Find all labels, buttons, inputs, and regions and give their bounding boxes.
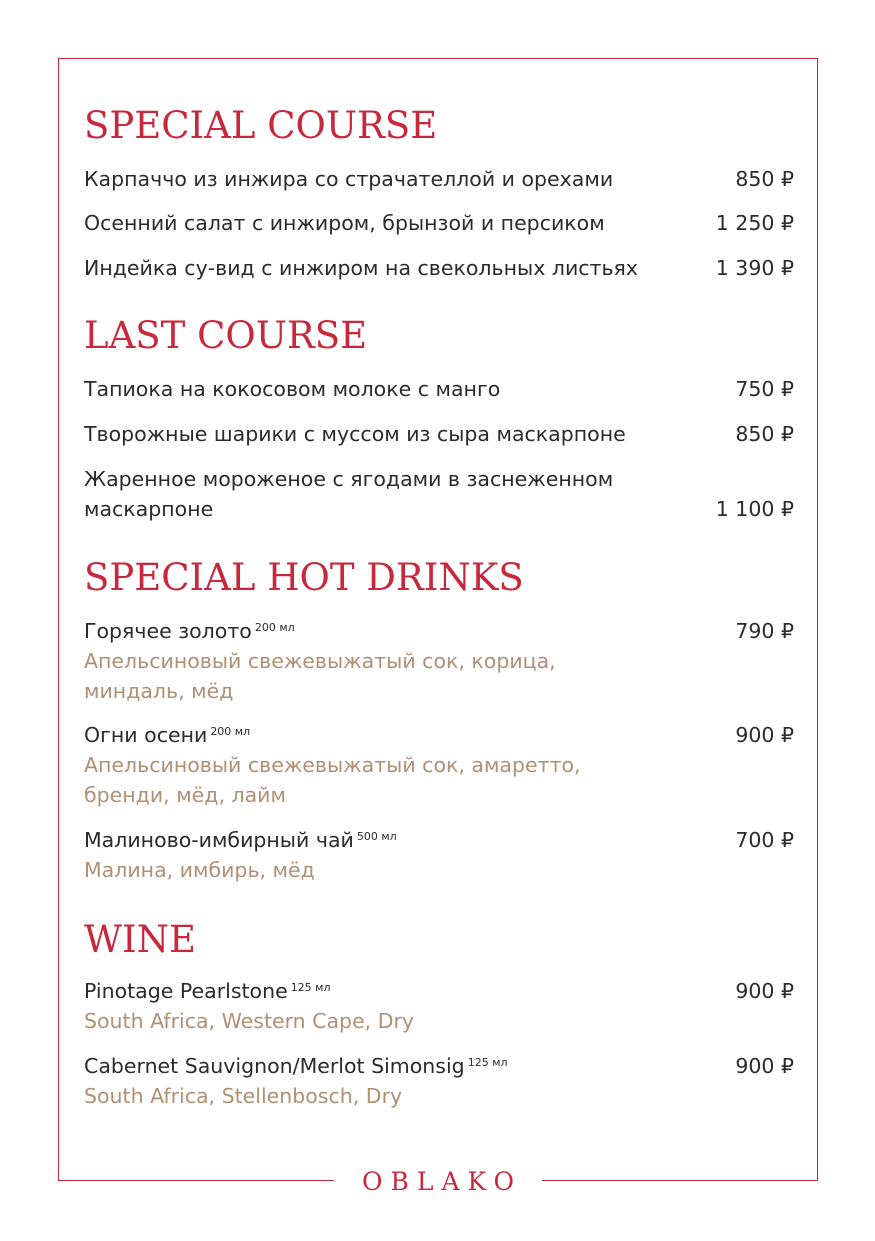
item-price: 700 ₽ xyxy=(735,828,794,852)
item-description: South Africa, Stellenbosch, Dry xyxy=(84,1084,403,1108)
section-title: LAST COURSE xyxy=(84,314,368,357)
section-special-hot-drinks xyxy=(84,556,794,882)
item-price: 900 ₽ xyxy=(735,723,794,747)
section-wine xyxy=(84,918,794,1108)
section-title: SPECIAL COURSE xyxy=(84,104,438,147)
item-volume: 125 мл xyxy=(290,981,331,994)
item-name-text: Горячее золото xyxy=(84,619,252,643)
menu-item xyxy=(84,1051,794,1111)
menu-item xyxy=(84,253,794,283)
menu-item xyxy=(84,464,794,524)
item-name xyxy=(84,1051,704,1081)
item-description: Апельсиновый свежевыжатый сок, корица, миндаль, мёд xyxy=(84,649,556,703)
item-name: Карпаччо из инжира со страчателлой и орехами xyxy=(84,167,614,191)
item-volume: 200 мл xyxy=(210,725,251,738)
item-name-text: Cabernet Sauvignon/Merlot Simonsig xyxy=(84,1054,465,1078)
item-volume: 500 мл xyxy=(356,830,397,843)
item-price: 900 ₽ xyxy=(735,1054,794,1078)
section-title: WINE xyxy=(84,918,197,961)
item-name: Индейка су-вид с инжиром на свекольных листьях xyxy=(84,256,639,280)
item-description: Малина, имбирь, мёд xyxy=(84,858,315,882)
menu-item xyxy=(84,720,794,810)
item-price: 850 ₽ xyxy=(735,422,794,446)
item-volume: 125 мл xyxy=(467,1056,508,1069)
menu-item xyxy=(84,208,794,238)
menu-item xyxy=(84,419,794,449)
brand-logo: OBLAKO xyxy=(361,1167,523,1196)
menu-item xyxy=(84,825,794,885)
item-name xyxy=(84,616,684,646)
item-name: Тапиока на кокосовом молоке с манго xyxy=(84,377,501,401)
menu-item xyxy=(84,164,794,194)
section-title: SPECIAL HOT DRINKS xyxy=(84,556,524,599)
item-name xyxy=(84,976,684,1006)
item-price: 790 ₽ xyxy=(735,619,794,643)
menu-item xyxy=(84,374,794,404)
item-price: 1 390 ₽ xyxy=(715,256,794,280)
item-name-text: Малиново-имбирный чай xyxy=(84,828,354,852)
item-description: South Africa, Western Cape, Dry xyxy=(84,1009,415,1033)
item-name-text: Огни осени xyxy=(84,723,208,747)
menu-item xyxy=(84,616,794,706)
item-name xyxy=(84,825,684,855)
item-name: Осенний салат с инжиром, брынзой и персиком xyxy=(84,211,605,235)
item-price: 850 ₽ xyxy=(735,167,794,191)
section-special-course xyxy=(84,104,794,280)
logo-container xyxy=(334,1168,542,1196)
item-description: Апельсиновый свежевыжатый сок, амаретто, бренди, мёд, лайм xyxy=(84,753,581,807)
item-price: 750 ₽ xyxy=(735,377,794,401)
item-price: 1 250 ₽ xyxy=(715,211,794,235)
item-price: 1 100 ₽ xyxy=(715,497,794,521)
item-name: Жаренное мороженое с ягодами в заснеженном маскарпоне xyxy=(84,467,614,521)
item-name-text: Pinotage Pearlstone xyxy=(84,979,288,1003)
item-volume: 200 мл xyxy=(254,621,295,634)
item-name xyxy=(84,720,684,750)
item-price: 900 ₽ xyxy=(735,979,794,1003)
menu-item xyxy=(84,976,794,1036)
item-name: Творожные шарики с муссом из сыра маскарпоне xyxy=(84,422,626,446)
section-last-course xyxy=(84,314,794,521)
